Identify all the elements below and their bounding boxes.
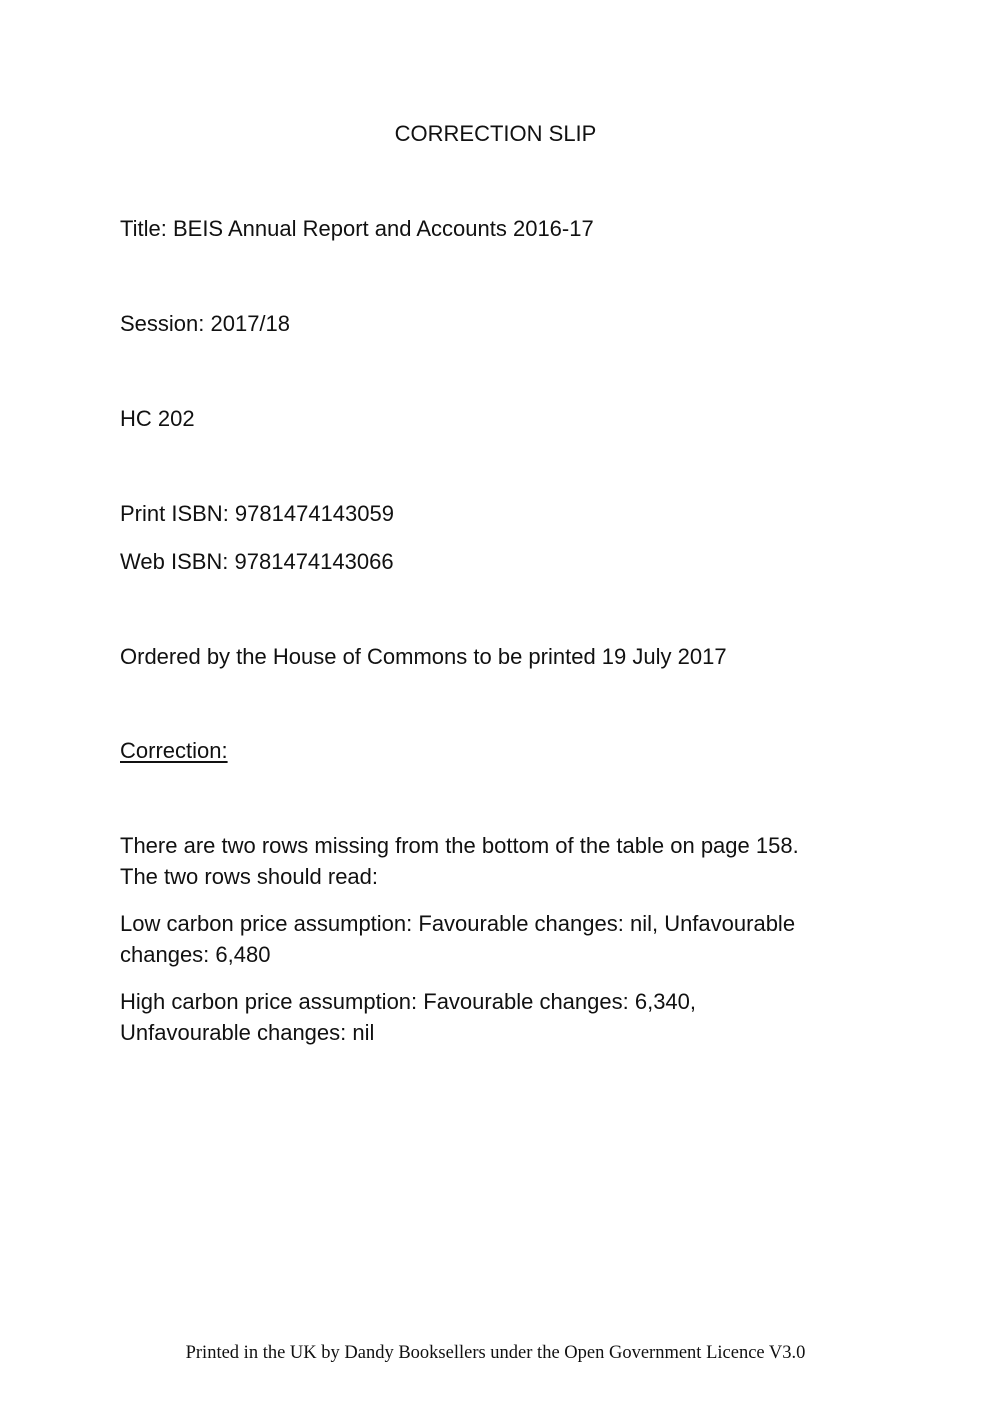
- paragraph-line: Low carbon price assumption: Favourable changes: nil, Unfavourable: [120, 911, 796, 936]
- hc-number-line: HC 202: [120, 406, 195, 431]
- paragraph-line: High carbon price assumption: Favourable changes: 6,340,: [120, 989, 697, 1014]
- correction-paragraph: [120, 830, 799, 892]
- correction-label: Correction:: [120, 738, 228, 763]
- footer-printer-note: Printed in the UK by Dandy Booksellers under the Open Government Licence V3.0: [185, 1343, 806, 1363]
- title-line: Title: BEIS Annual Report and Accounts 2016-17: [120, 216, 594, 241]
- print-isbn-line: Print ISBN: 9781474143059: [120, 501, 394, 526]
- high-carbon-row: [120, 986, 696, 1048]
- session-line: Session: 2017/18: [120, 311, 291, 336]
- low-carbon-row: [120, 908, 795, 970]
- ordered-line: Ordered by the House of Commons to be printed 19 July 2017: [120, 644, 727, 669]
- paragraph-line: The two rows should read:: [120, 864, 379, 889]
- paragraph-line: There are two rows missing from the bottom of the table on page 158.: [120, 833, 799, 858]
- paragraph-line: changes: 6,480: [120, 942, 271, 967]
- document-heading: CORRECTION SLIP: [394, 121, 597, 146]
- paragraph-line: Unfavourable changes: nil: [120, 1020, 375, 1045]
- web-isbn-line: Web ISBN: 9781474143066: [120, 549, 394, 574]
